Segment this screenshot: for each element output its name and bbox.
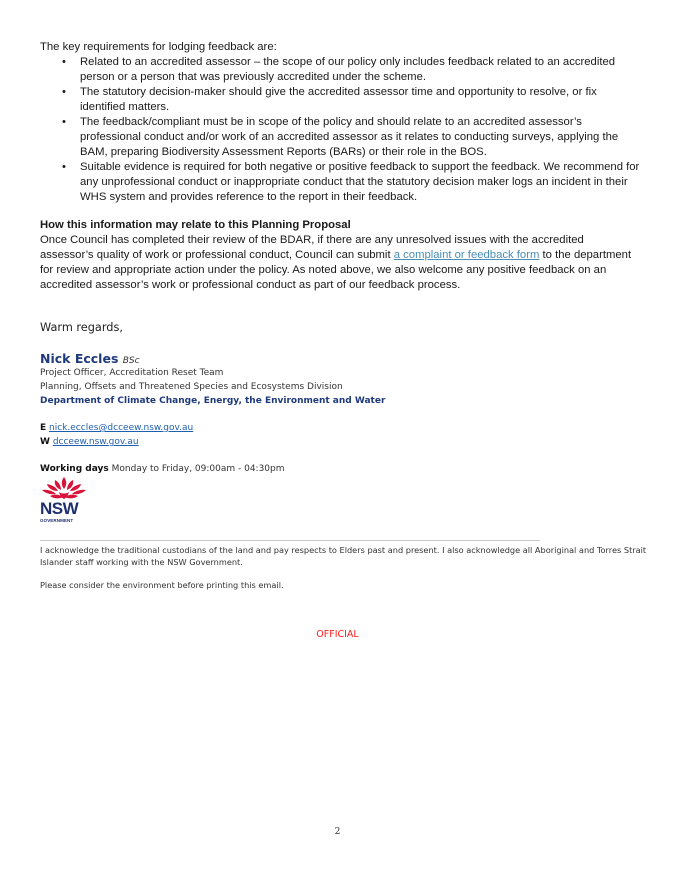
list-item bbox=[40, 85, 640, 115]
requirements-intro: The key requirements for lodging feedback are: bbox=[40, 41, 277, 53]
sender-department: Department of Climate Change, Energy, the Environment and Water bbox=[40, 396, 386, 406]
sender-name: Nick Eccles bbox=[40, 351, 119, 366]
signature-name bbox=[40, 351, 140, 366]
logo-text: NSW bbox=[40, 499, 79, 518]
section-heading: How this information may relate to this Planning Proposal bbox=[40, 219, 351, 231]
sender-division: Planning, Offsets and Threatened Species and Ecosystems Division bbox=[40, 382, 343, 392]
website-link[interactable]: dcceew.nsw.gov.au bbox=[52, 437, 139, 447]
bullet-icon: • bbox=[62, 86, 66, 98]
requirements-list bbox=[40, 55, 640, 205]
nsw-government-logo bbox=[40, 476, 88, 526]
sender-credential: BSc bbox=[122, 356, 140, 366]
website-label: W bbox=[40, 437, 50, 447]
list-item-text: The statutory decision-maker should give the accredited assessor time and opportunity to resolve, or fix identified matters. bbox=[80, 86, 597, 113]
divider bbox=[40, 540, 540, 541]
working-days-value: Monday to Friday, 09:00am - 04:30pm bbox=[111, 464, 285, 474]
paragraph-text: to the department for review and appropriate action under the policy. As noted above, we also welcome any positive feedback on an accredited assessor’s work or professional conduct as part of our feedback process. bbox=[40, 249, 632, 291]
working-days bbox=[40, 464, 285, 474]
logo-subtext: GOVERNMENT bbox=[40, 518, 74, 523]
email-label: E bbox=[40, 423, 47, 433]
closing: Warm regards, bbox=[40, 321, 123, 334]
email-link[interactable]: nick.eccles@dcceew.nsw.gov.au bbox=[49, 423, 194, 433]
acknowledgement-of-country: I acknowledge the traditional custodians of the land and pay respects to Elders past and present. I also acknowledge all Aboriginal and Torres Strait Islander staff working with the NSW Government. bbox=[40, 545, 647, 567]
bullet-icon: • bbox=[62, 116, 66, 128]
website-line bbox=[40, 437, 139, 447]
page-number: 2 bbox=[334, 827, 341, 837]
environment-note: Please consider the environment before printing this email. bbox=[40, 580, 284, 590]
list-item-text: The feedback/compliant must be in scope of the policy and should relate to an accredited assessor’s professional conduct and/or work of an accredited assessor as it relates to conducting surveys, applying the BAM, preparing Biodiversity Assessment Reports (BARs) or their role in the BOS. bbox=[80, 116, 619, 158]
list-item bbox=[40, 160, 640, 205]
list-item-text: Related to an accredited assessor – the scope of our policy only includes feedback related to an accredited person or a person that was previously accredited under the scheme. bbox=[80, 56, 616, 83]
paragraph-text: Once Council has completed their review of the BDAR, if there are any unresolved issues with the accredited assessor’s quality of work or professional conduct, Council can submit bbox=[40, 234, 584, 261]
complaint-feedback-form-link[interactable]: a complaint or feedback form bbox=[393, 249, 540, 261]
bullet-icon: • bbox=[62, 161, 66, 173]
list-item bbox=[40, 55, 640, 85]
sender-title: Project Officer, Accreditation Reset Team bbox=[40, 368, 224, 378]
bullet-icon: • bbox=[62, 56, 66, 68]
list-item-text: Suitable evidence is required for both negative or positive feedback to support the feedback. We recommend for any unprofessional conduct or inappropriate conduct that the statutory decision maker logs an incident in their WHS system and provides reference to the report in their feedback. bbox=[80, 161, 640, 203]
section-paragraph bbox=[40, 233, 640, 293]
working-days-label: Working days bbox=[40, 464, 109, 474]
email-line bbox=[40, 423, 193, 433]
list-item bbox=[40, 115, 640, 160]
classification-label: OFFICIAL bbox=[316, 629, 359, 640]
